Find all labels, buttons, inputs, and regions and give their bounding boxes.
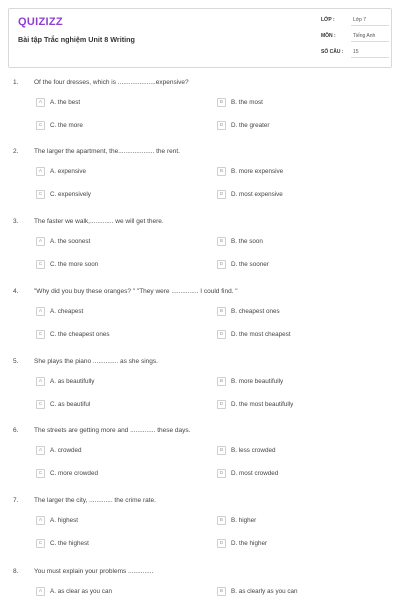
option-letter-box: D <box>217 121 226 130</box>
meta-row-subject <box>321 33 391 49</box>
option-letter-box: B <box>217 237 226 246</box>
option-letter-box: B <box>217 516 226 525</box>
option-letter-box: D <box>217 400 226 409</box>
option-text: C. expensively <box>50 191 91 198</box>
option-text: A. highest <box>50 517 79 524</box>
meta-underline <box>351 57 389 58</box>
question-3 <box>0 218 400 287</box>
option-text: B. as clearly as you can <box>231 588 298 595</box>
meta-value: 15 <box>353 49 359 55</box>
question-number: 6. <box>13 427 19 434</box>
question-4 <box>0 288 400 357</box>
question-8 <box>0 568 400 600</box>
question-5 <box>0 358 400 427</box>
worksheet-title: Bài tập Trắc nghiệm Unit 8 Writing <box>18 35 135 44</box>
option-text: C. more crowded <box>50 470 98 477</box>
question-text: Of the four dresses, which is .....................expensive? <box>34 79 189 86</box>
option-letter-box: A <box>36 377 45 386</box>
option-letter-box: A <box>36 446 45 455</box>
option-letter-box: B <box>217 98 226 107</box>
quizizz-logo: QUIZIZZ <box>18 16 63 28</box>
option-text: D. the most cheapest <box>231 331 291 338</box>
option-text: A. as beautifully <box>50 378 95 385</box>
option-letter-box: B <box>217 167 226 176</box>
question-text: The faster we walk,............. we will get there. <box>34 218 164 225</box>
option-text: C. the more <box>50 122 83 129</box>
meta-row-class <box>321 17 391 33</box>
option-letter-box: C <box>36 190 45 199</box>
option-letter-box: A <box>36 307 45 316</box>
option-letter-box: C <box>36 539 45 548</box>
option-letter-box: D <box>217 539 226 548</box>
question-number: 1. <box>13 79 19 86</box>
option-text: D. most crowded <box>231 470 279 477</box>
question-number: 2. <box>13 148 19 155</box>
option-letter-box: B <box>217 587 226 596</box>
option-letter-box: C <box>36 469 45 478</box>
option-text: D. the most beautifully <box>231 401 294 408</box>
meta-underline <box>351 41 389 42</box>
option-text: B. more beautifully <box>231 378 284 385</box>
question-1 <box>0 79 400 148</box>
option-text: C. the more soon <box>50 261 99 268</box>
option-text: A. the soonest <box>50 238 91 245</box>
option-text: C. the highest <box>50 540 89 547</box>
option-text: C. the cheapest ones <box>50 331 110 338</box>
meta-underline <box>351 25 389 26</box>
option-letter-box: A <box>36 587 45 596</box>
question-number: 8. <box>13 568 19 575</box>
question-6 <box>0 427 400 496</box>
option-text: A. cheapest <box>50 308 84 315</box>
question-text: The larger the city, ............. the crime rate. <box>34 497 156 504</box>
question-number: 7. <box>13 497 19 504</box>
option-letter-box: C <box>36 330 45 339</box>
question-text: The larger the apartment, the.................... the rent. <box>34 148 180 155</box>
option-letter-box: A <box>36 98 45 107</box>
question-2 <box>0 148 400 217</box>
option-text: C. as beautiful <box>50 401 91 408</box>
question-text: "Why did you buy these oranges? " "They were ............... I could find. " <box>34 288 238 295</box>
option-text: A. expensive <box>50 168 87 175</box>
option-text: A. crowded <box>50 447 82 454</box>
option-letter-box: A <box>36 167 45 176</box>
question-number: 4. <box>13 288 19 295</box>
option-letter-box: B <box>217 307 226 316</box>
option-text: B. higher <box>231 517 257 524</box>
question-text: She plays the piano .............. as she sings. <box>34 358 158 365</box>
meta-value: Tiếng Anh <box>353 33 376 39</box>
option-text: D. the sooner <box>231 261 269 268</box>
question-number: 5. <box>13 358 19 365</box>
option-letter-box: D <box>217 260 226 269</box>
question-number: 3. <box>13 218 19 225</box>
meta-key: MÔN : <box>321 33 336 39</box>
option-letter-box: C <box>36 121 45 130</box>
option-text: A. as clear as you can <box>50 588 112 595</box>
option-letter-box: C <box>36 260 45 269</box>
question-text: The streets are getting more and .............. these days. <box>34 427 191 434</box>
meta-value: Lớp 7 <box>353 17 367 23</box>
option-letter-box: D <box>217 330 226 339</box>
option-letter-box: A <box>36 516 45 525</box>
option-text: A. the best <box>50 99 81 106</box>
question-text: You must explain your problems .............. <box>34 568 154 575</box>
option-text: B. the soon <box>231 238 263 245</box>
option-letter-box: A <box>36 237 45 246</box>
meta-row-count <box>321 49 391 65</box>
option-text: B. the most <box>231 99 263 106</box>
option-text: D. the higher <box>231 540 268 547</box>
option-text: B. less crowded <box>231 447 276 454</box>
option-text: B. cheapest ones <box>231 308 280 315</box>
option-letter-box: C <box>36 400 45 409</box>
option-letter-box: D <box>217 190 226 199</box>
option-letter-box: B <box>217 377 226 386</box>
meta-key: SỐ CÂU : <box>321 49 344 55</box>
option-text: B. more expensive <box>231 168 284 175</box>
option-text: D. the greater <box>231 122 270 129</box>
question-7 <box>0 497 400 566</box>
worksheet-header <box>8 8 392 68</box>
worksheet-meta <box>321 17 391 65</box>
option-text: D. most expensive <box>231 191 283 198</box>
option-letter-box: D <box>217 469 226 478</box>
meta-key: LỚP : <box>321 17 335 23</box>
option-letter-box: B <box>217 446 226 455</box>
